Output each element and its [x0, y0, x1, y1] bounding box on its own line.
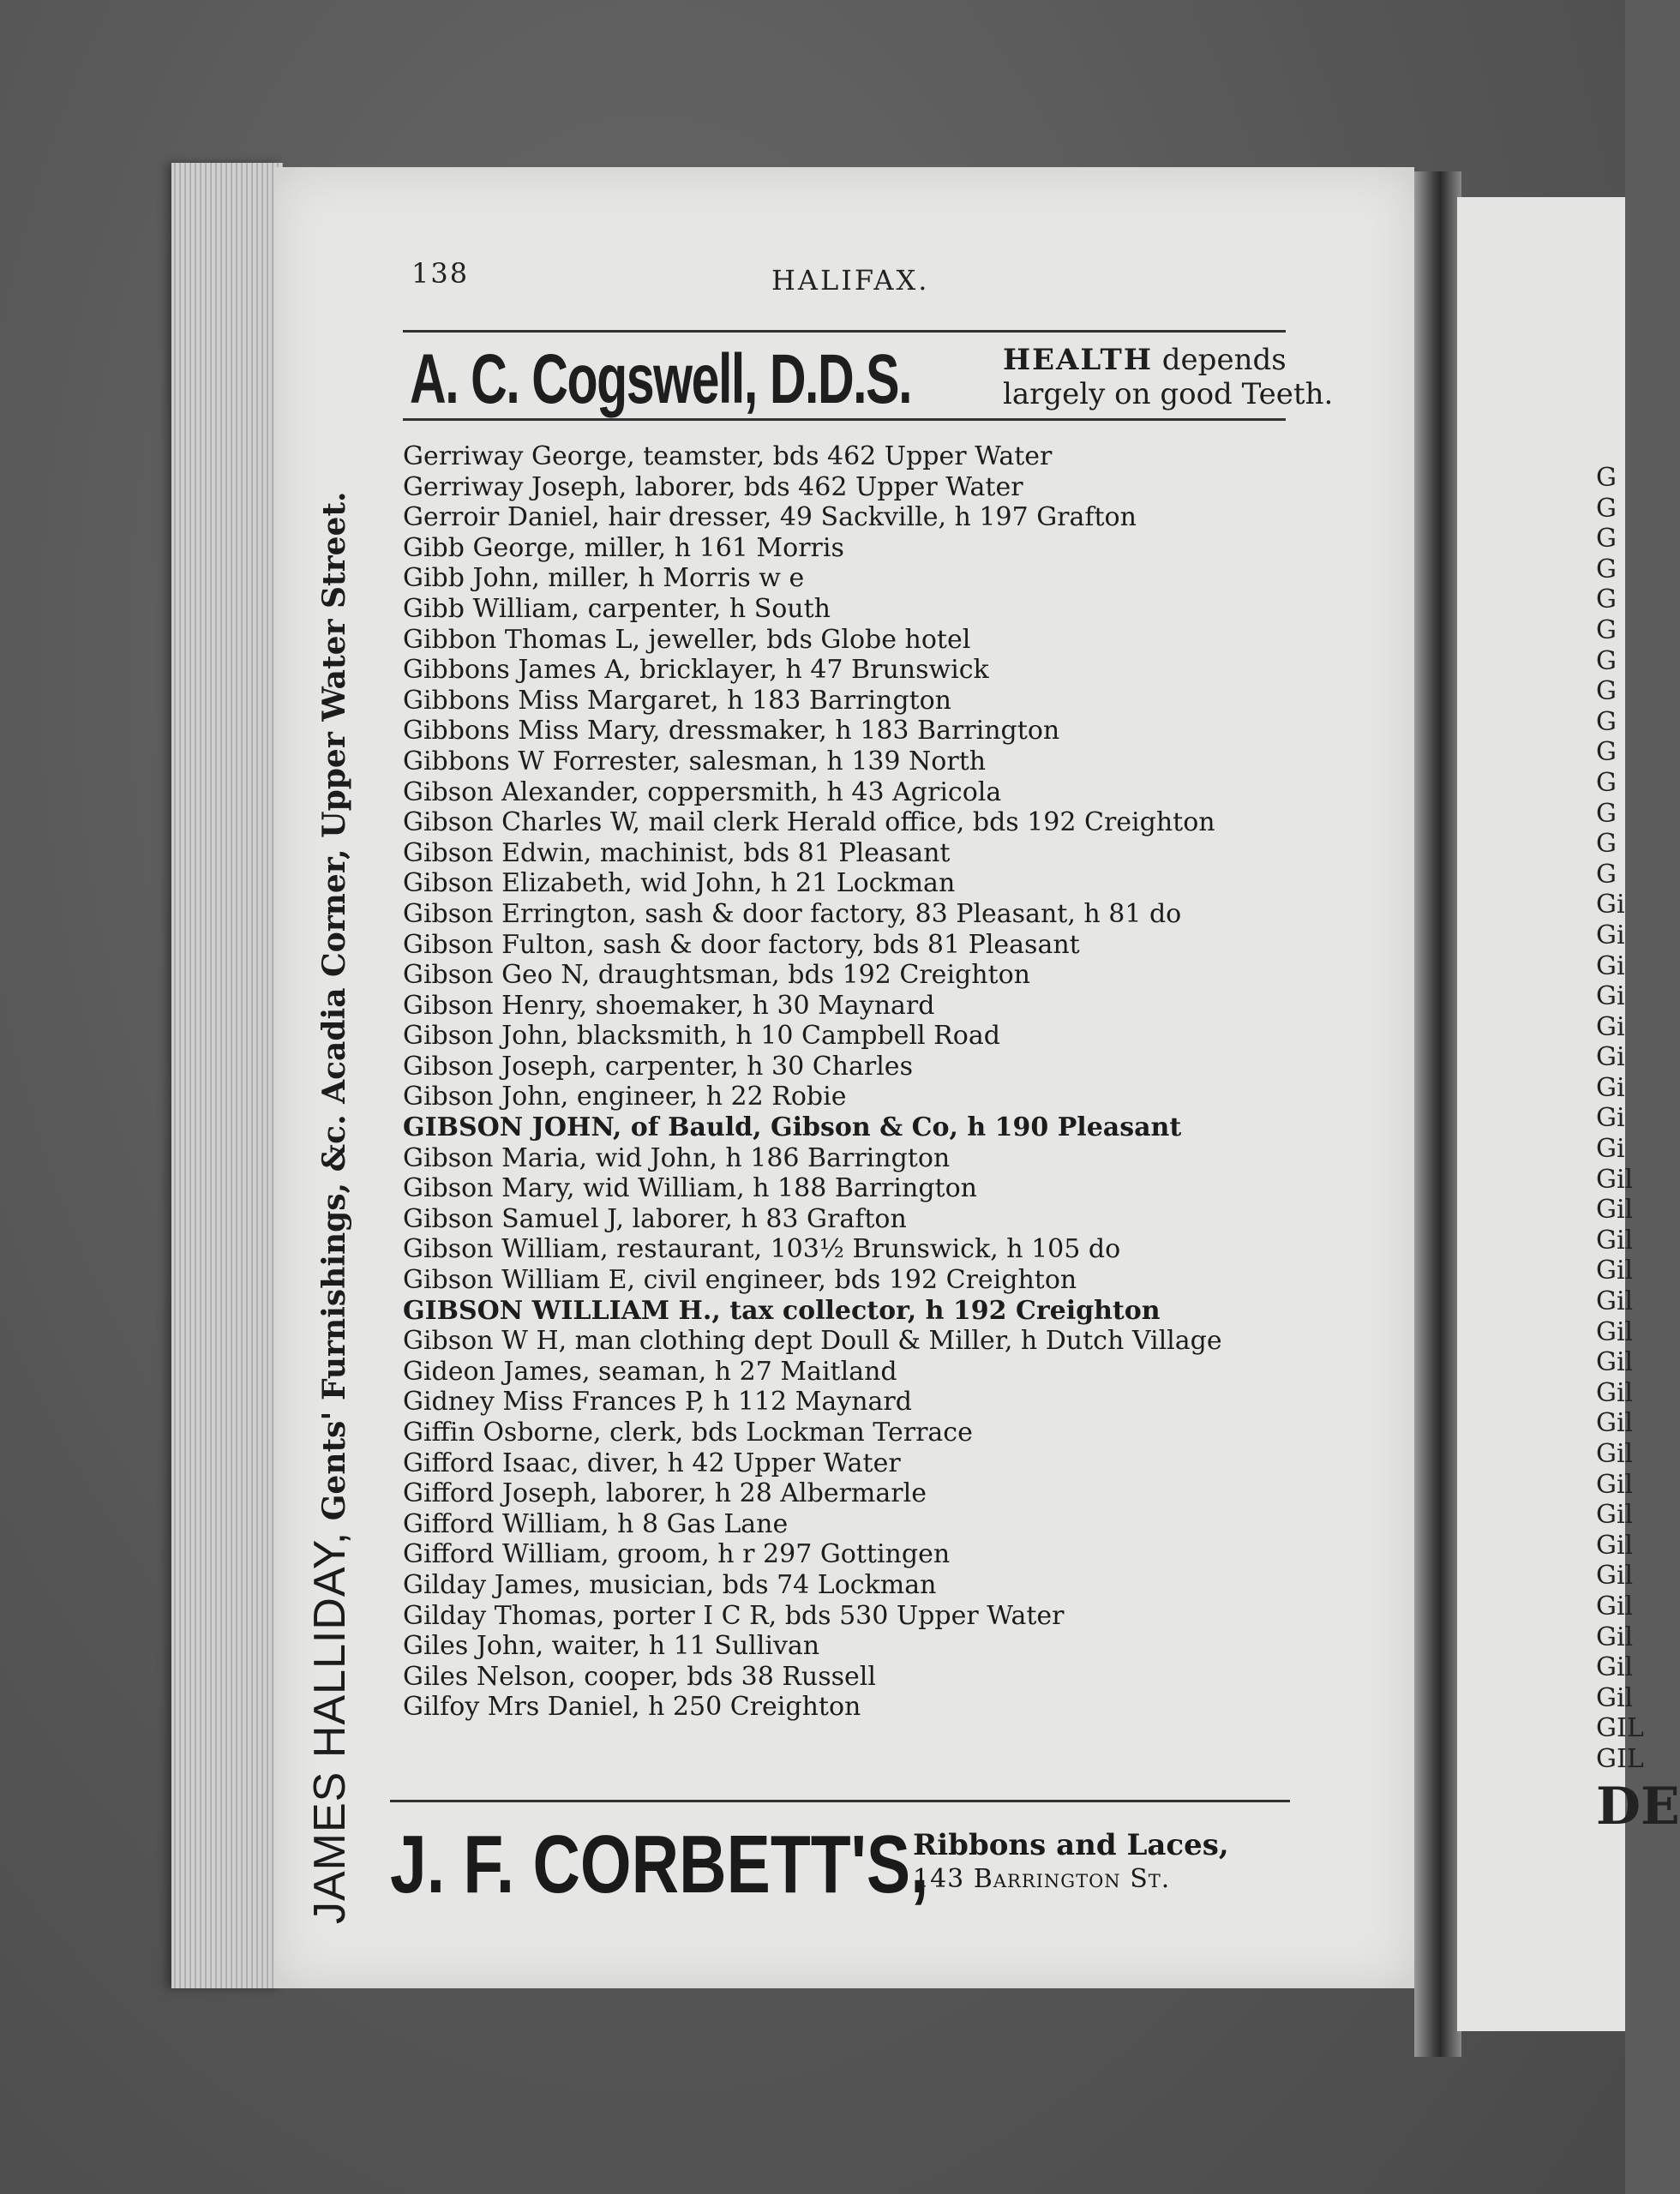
- directory-entry: Giles Nelson, cooper, bds 38 Russell: [403, 1661, 876, 1692]
- side-advertisement: [304, 491, 356, 1924]
- top-ad-tagline-line2: largely on good Teeth.: [1003, 377, 1334, 411]
- directory-entry: Gifford Joseph, laborer, h 28 Albermarle: [403, 1478, 927, 1509]
- top-advertisement: [403, 330, 1334, 421]
- right-page-fragment: G: [1596, 614, 1617, 645]
- right-page-fragment: Gi: [1596, 890, 1625, 920]
- directory-entry: Gibson Fulton, sash & door factory, bds 81 Pleasant: [403, 929, 1080, 960]
- right-page-fragment: Gil: [1596, 1256, 1634, 1286]
- right-page-fragment: G: [1596, 524, 1617, 554]
- right-page-fragment: GIL: [1596, 1743, 1644, 1774]
- right-page-fragment: Gi: [1596, 1103, 1625, 1134]
- directory-entry: Gibbons W Forrester, salesman, h 139 North: [403, 746, 987, 776]
- right-page-fragment: Gil: [1596, 1164, 1634, 1195]
- top-ad-tagline-bold: HEALTH: [1003, 343, 1153, 377]
- directory-entry: Gifford William, groom, h r 297 Gottingen: [403, 1539, 951, 1570]
- right-page-fragment: G: [1596, 584, 1617, 615]
- right-page-fragment: G: [1596, 676, 1617, 707]
- right-page-fragment: Gil: [1596, 1377, 1634, 1408]
- directory-entry: Gibson William E, civil engineer, bds 192 Creighton: [403, 1265, 1077, 1296]
- right-page-fragment: Gi: [1596, 1134, 1625, 1165]
- directory-entry: Gerroir Daniel, hair dresser, 49 Sackville, h 197 Grafton: [403, 502, 1137, 533]
- right-page-fragment: Gi: [1596, 1011, 1625, 1042]
- directory-entry: Gibson Samuel J, laborer, h 83 Grafton: [403, 1203, 907, 1234]
- right-page-fragment: Gi: [1596, 950, 1625, 981]
- right-page-fragment: G: [1596, 493, 1617, 524]
- right-page-fragment: G: [1596, 859, 1617, 890]
- right-page-fragment: Gil: [1596, 1622, 1634, 1652]
- right-page-fragment: G: [1596, 706, 1617, 737]
- right-page-fragment: Gil: [1596, 1347, 1634, 1378]
- directory-entry: Gibb George, miller, h 161 Morris: [403, 532, 844, 563]
- directory-entry: Gibson Errington, sash & door factory, 83 Pleasant, h 81 do: [403, 898, 1182, 929]
- page-header: [411, 257, 1277, 300]
- side-ad-text: Gents' Furnishings, &c. Acadia Corner, Upper Water Street.: [316, 491, 352, 1532]
- right-page-fragment: GIL: [1596, 1713, 1644, 1744]
- directory-entry: Gerriway George, teamster, bds 462 Upper Water: [403, 441, 1053, 471]
- right-page-fragment: G: [1596, 554, 1617, 584]
- directory-entry: Gibson W H, man clothing dept Doull & Miller, h Dutch Village: [403, 1326, 1222, 1357]
- directory-entry: Gideon James, seaman, h 27 Maitland: [403, 1356, 897, 1387]
- directory-entry: Gibson Charles W, mail clerk Herald office, bds 192 Creighton: [403, 807, 1215, 838]
- directory-entry: Gibson Maria, wid John, h 186 Barrington: [403, 1142, 951, 1173]
- right-page-fragment: DE: [1596, 1776, 1680, 1837]
- right-page-fragment: G: [1596, 767, 1617, 798]
- bottom-ad-line2: 143 Barrington St.: [913, 1864, 1171, 1894]
- directory-entry: Gibson Geo N, draughtsman, bds 192 Creighton: [403, 960, 1030, 991]
- right-page-fragment: Gil: [1596, 1652, 1634, 1683]
- bottom-ad-line1: Ribbons and Laces,: [913, 1828, 1229, 1862]
- directory-entry: Gibson Alexander, coppersmith, h 43 Agricola: [403, 776, 1002, 807]
- top-ad-name: A. C. Cogswell, D.D.S.: [410, 340, 912, 418]
- directory-entry: Gibbon Thomas L, jeweller, bds Globe hotel: [403, 624, 971, 655]
- right-page-fragment: Gil: [1596, 1561, 1634, 1592]
- right-page-fragment: Gil: [1596, 1439, 1634, 1469]
- directory-entry: Gidney Miss Frances P, h 112 Maynard: [403, 1387, 912, 1418]
- directory-entry: Gerriway Joseph, laborer, bds 462 Upper Water: [403, 471, 1023, 502]
- directory-entry: Gibson Edwin, machinist, bds 81 Pleasant: [403, 837, 951, 868]
- bottom-ad-name: J. F. CORBETT'S,: [390, 1819, 929, 1910]
- directory-entry: Gilday James, musician, bds 74 Lockman: [403, 1569, 937, 1600]
- directory-entry: GIBSON WILLIAM H., tax collector, h 192 Creighton: [403, 1295, 1161, 1326]
- right-page-fragment: Gi: [1596, 1072, 1625, 1103]
- directory-entry: Gibson John, blacksmith, h 10 Campbell Road: [403, 1021, 1000, 1052]
- directory-entry: Gilfoy Mrs Daniel, h 250 Creighton: [403, 1692, 861, 1723]
- right-page-fragment: Gil: [1596, 1225, 1634, 1256]
- right-page-fragment: Gil: [1596, 1469, 1634, 1500]
- right-page-fragment: Gil: [1596, 1530, 1634, 1561]
- directory-entry: Gibson Henry, shoemaker, h 30 Maynard: [403, 990, 935, 1021]
- directory-entry: Giles John, waiter, h 11 Sullivan: [403, 1631, 820, 1662]
- running-head: HALIFAX.: [771, 264, 930, 297]
- right-page-fragment: G: [1596, 463, 1617, 493]
- directory-entry: Gibbons Miss Mary, dressmaker, h 183 Barrington: [403, 716, 1060, 746]
- bottom-advertisement: [390, 1800, 1290, 1922]
- directory-entry: Gibson Elizabeth, wid John, h 21 Lockman: [403, 868, 956, 899]
- directory-entry: Gibson Joseph, carpenter, h 30 Charles: [403, 1051, 913, 1082]
- right-page-fragment: Gil: [1596, 1316, 1634, 1347]
- right-page-fragment: Gil: [1596, 1682, 1634, 1713]
- right-page-fragment: G: [1596, 645, 1617, 676]
- directory-entry: Giffin Osborne, clerk, bds Lockman Terrace: [403, 1418, 973, 1448]
- right-page-fragment: G: [1596, 829, 1617, 860]
- right-page-fragment: Gil: [1596, 1286, 1634, 1317]
- right-page-fragment: Gil: [1596, 1500, 1634, 1531]
- right-page-fragment: Gil: [1596, 1408, 1634, 1439]
- page-number: 138: [411, 257, 470, 290]
- right-page-fragment: Gi: [1596, 1042, 1625, 1073]
- directory-entry: GIBSON JOHN, of Bauld, Gibson & Co, h 190 Pleasant: [403, 1112, 1182, 1143]
- right-page-fragment: Gil: [1596, 1195, 1634, 1226]
- directory-entry: Gifford Isaac, diver, h 42 Upper Water: [403, 1448, 901, 1478]
- right-page-fragment: G: [1596, 737, 1617, 768]
- book-gutter: [1414, 171, 1461, 2057]
- directory-entry: Gibbons Miss Margaret, h 183 Barrington: [403, 685, 952, 716]
- directory-entry: Gibson John, engineer, h 22 Robie: [403, 1082, 847, 1112]
- directory-entry: Gifford William, h 8 Gas Lane: [403, 1508, 789, 1539]
- directory-entry: Gibbons James A, bricklayer, h 47 Brunswick: [403, 655, 989, 686]
- directory-entries: [403, 441, 1311, 1723]
- right-page-fragment: G: [1596, 798, 1617, 829]
- book-page-edges: [171, 163, 283, 1988]
- top-ad-tagline-rest: depends: [1152, 343, 1287, 377]
- right-page-fragments: [1596, 463, 1680, 1861]
- directory-entry: Gibb William, carpenter, h South: [403, 593, 831, 624]
- right-page-fragment: Gi: [1596, 920, 1625, 950]
- side-ad-name: JAMES HALLIDAY,: [305, 1531, 355, 1924]
- directory-entry: Gibson William, restaurant, 103½ Brunswick, h 105 do: [403, 1234, 1121, 1265]
- directory-entry: Gibson Mary, wid William, h 188 Barrington: [403, 1173, 977, 1204]
- top-ad-tagline: [1003, 343, 1287, 377]
- directory-entry: Gilday Thomas, porter I C R, bds 530 Upper Water: [403, 1600, 1065, 1631]
- right-page-fragment: Gi: [1596, 981, 1625, 1012]
- directory-entry: Gibb John, miller, h Morris w e: [403, 563, 805, 594]
- right-page-fragment: Gil: [1596, 1591, 1634, 1622]
